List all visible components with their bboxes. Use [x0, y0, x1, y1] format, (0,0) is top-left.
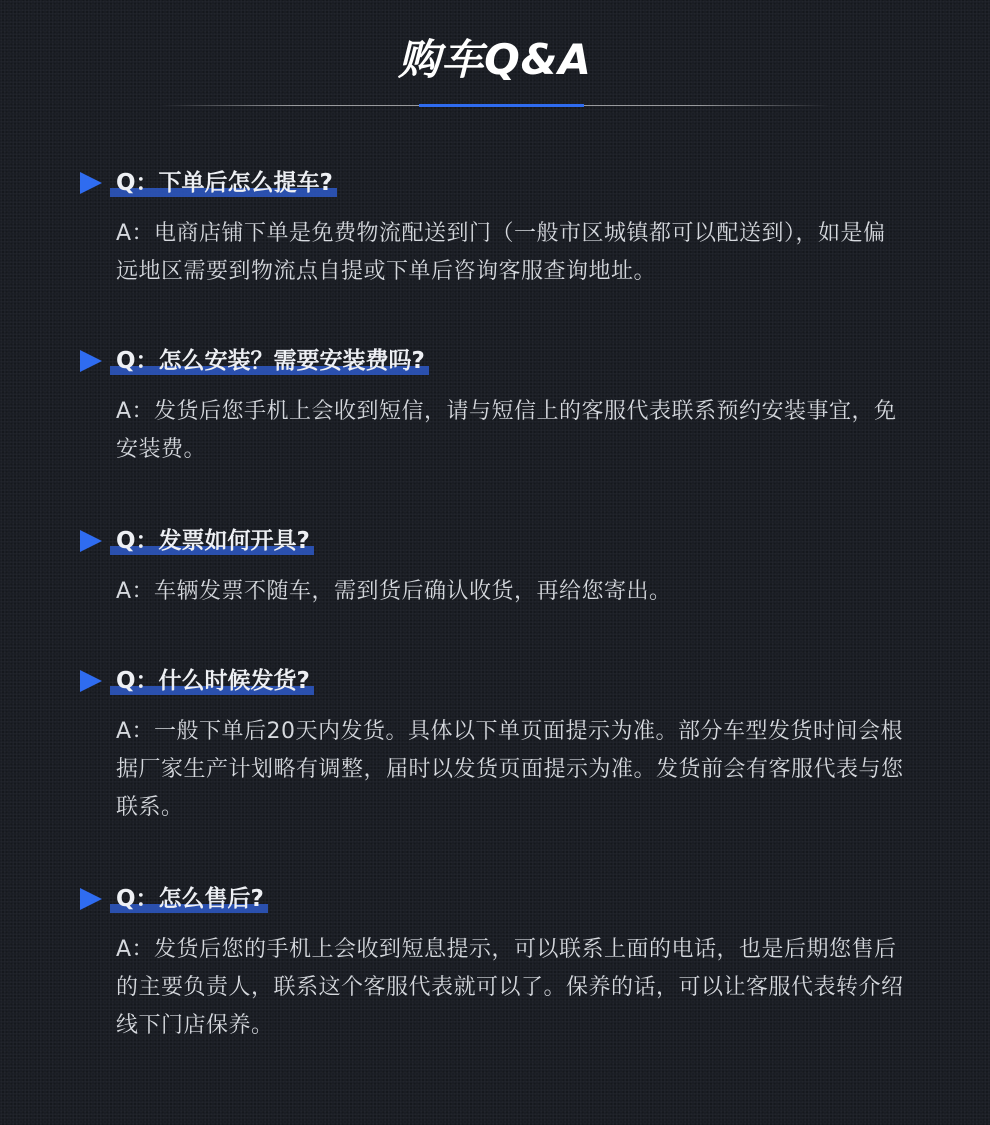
- question-label-wrap: [110, 343, 429, 379]
- play-arrow-icon: [80, 888, 102, 910]
- question-text: Q：什么时候发货?: [116, 668, 310, 694]
- answer-text: A：发货后您的手机上会收到短息提示，可以联系上面的电话，也是后期您售后的主要负责人，联系这个客服代表就可以了。保养的话，可以让客服代表转介绍线下门店保养。: [116, 937, 904, 1038]
- question-row: [0, 663, 990, 703]
- page-title: 购车Q&A: [398, 35, 592, 84]
- question-row: [0, 165, 990, 205]
- play-arrow-icon: [80, 530, 102, 552]
- question-label-wrap: [110, 523, 314, 559]
- answer-text: A：一般下单后20天内发货。具体以下单页面提示为准。部分车型发货时间会根据厂家生产计划略有调整，届时以发货页面提示为准。发货前会有客服代表与您联系。: [116, 719, 904, 820]
- play-arrow-icon: [80, 670, 102, 692]
- question-row: [0, 881, 990, 921]
- question-text: Q：发票如何开具?: [116, 528, 310, 554]
- question-row: [0, 523, 990, 563]
- question-text: Q：怎么安装？需要安装费吗?: [116, 348, 425, 374]
- title-divider-accent: [419, 104, 584, 107]
- play-arrow-icon: [80, 350, 102, 372]
- question-label-wrap: [110, 165, 337, 201]
- question-label-wrap: [110, 663, 314, 699]
- answer-text: A：电商店铺下单是免费物流配送到门（一般市区城镇都可以配送到），如是偏远地区需要到物流点自提或下单后咨询客服查询地址。: [116, 221, 886, 284]
- answer-text: A：车辆发票不随车，需到货后确认收货，再给您寄出。: [116, 579, 672, 604]
- question-text: Q：下单后怎么提车?: [116, 170, 333, 196]
- question-text: Q：怎么售后?: [116, 886, 264, 912]
- answer-text: A：发货后您手机上会收到短信，请与短信上的客服代表联系预约安装事宜，免安装费。: [116, 399, 897, 462]
- question-label-wrap: [110, 881, 268, 917]
- question-row: [0, 343, 990, 383]
- play-arrow-icon: [80, 172, 102, 194]
